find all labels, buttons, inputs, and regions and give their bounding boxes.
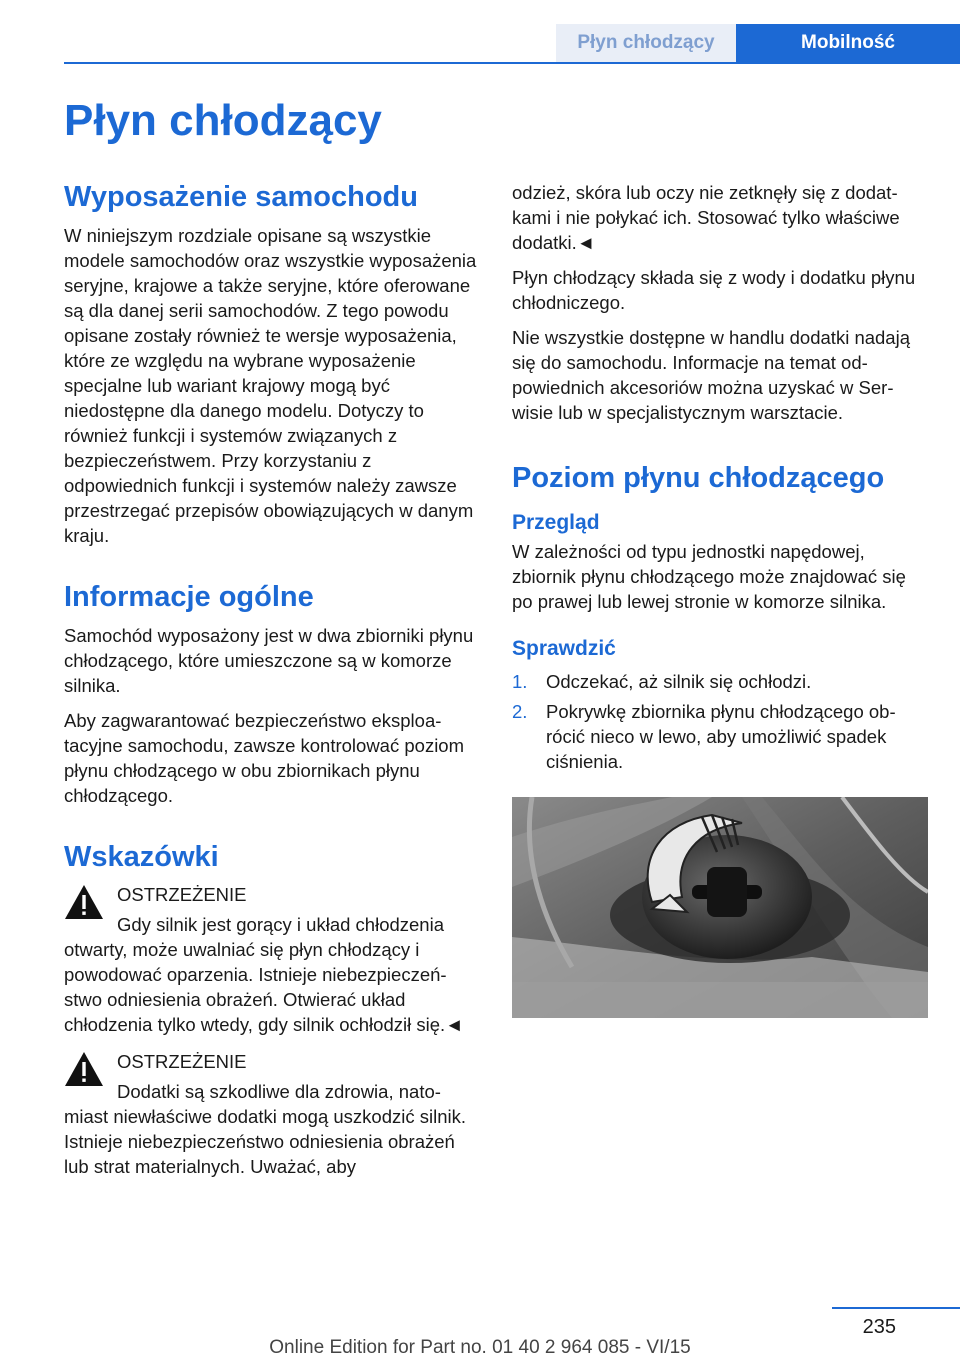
step-text: Pokrywkę zbiornika płynu chłodzącego obrócić nieco w lewo, aby umożliwić spadek ciśnienia. [546,701,896,773]
paragraph-general-info-1: Samochód wyposażony jest w dwa zbiorniki płynu chłodzącego, które umieszczone są w komorze silnika. [64,624,474,696]
paragraph-additives: Nie wszystkie dostępne w handlu dodatki nadają się do samochodu. Informacje na temat odpowiednich akcesoriów można uzyskać w Serwisie lub w specjalistycznym warsztacie. [512,327,910,423]
steps-list [512,669,928,774]
heading-coolant-level: Poziom płynu chłodzącego [512,462,885,494]
warning-text: Dodatki są szkodliwe dla zdrowia, natomiast niewłaściwe dodatki mogą uszkodzić silnik. Istnieje niebezpieczeństwo odniesienia obrażeń lub strat materialnych. Uważać, aby [64,1081,467,1178]
coolant-reservoir-photo [512,797,928,1018]
list-item [512,669,928,694]
heading-overview: Przegląd [512,510,600,534]
warning-text: Gdy silnik jest gorący i układ chłodzenia otwarty, może uwalniać się płyn chłodzący i powodować oparzenia. Istnieje niebezpieczeństwo odniesienia obrażeń. Otwierać układ chłodzenia tylko wtedy, gdy silnik ochłodził się.◄ [64,914,464,1036]
paragraph-general-info-2: Aby zagwarantować bezpieczeństwo eksploatacyjne samochodu, zawsze kontrolować poziom płynu chłodzącego w obu zbiornikach płynu chłodzącego. [64,709,464,806]
warning-label: OSTRZEŻENIE [117,1051,247,1073]
warning-label: OSTRZEŻENIE [117,884,247,906]
step-text: Odczekać, aż silnik się ochłodzi. [546,671,812,693]
warning-block-1 [64,882,478,1037]
page-title: Płyn chłodzący [64,96,382,145]
header-rule [64,62,960,64]
left-column [64,180,478,1189]
edition-footer: Online Edition for Part no. 01 40 2 964 085 - VI/15 [269,1337,691,1358]
warning-block-2 [64,1049,478,1179]
warning-icon [64,1051,104,1087]
paragraph-overview: W zależności od typu jednostki napędowej, zbiornik płynu chłodzącego może znajdować się po prawej lub lewej stronie w komorze silnika. [512,540,906,612]
heading-check: Sprawdzić [512,636,616,660]
paragraph-continued: odzież, skóra lub oczy nie zetknęły się z dodatkami i nie połykać ich. Stosować tylko właściwe dodatki.◄ [512,182,900,253]
heading-notes: Wskazówki [64,840,219,873]
paragraph-coolant-composition: Płyn chłodzący składa się z wody i dodatku płynu chłodniczego. [512,267,916,313]
right-column [512,180,928,1023]
step-number: 2. [512,701,528,723]
heading-general-info: Informacje ogólne [64,580,314,613]
section-tab: Mobilność [736,24,960,62]
warning-icon [64,884,104,920]
chapter-tab: Płyn chłodzący [556,24,736,62]
heading-vehicle-equipment: Wyposażenie samochodu [64,181,418,213]
footer-rule [832,1307,960,1309]
page-number: 235 [862,1316,896,1338]
list-item [512,699,928,774]
paragraph-vehicle-equipment: W niniejszym rozdziale opisane są wszystkie modele samochodów oraz wszystkie wyposażenia seryjne, krajowe a także seryjne, które oferowane są dla danej serii samochodów. Z tego powodu opisane zostały również te wersje wyposażenia, które ze względu na wybrane wyposażenie specjalne lub wariant krajowy mogą być niedostępne dla danego modelu. Dotyczy to również funkcji i systemów związanych z bezpieczeństwem. Przy korzystaniu z odpowiednich funkcji i systemów należy zawsze przestrzegać przepisów obowiązujących w danym kraju. [64,224,477,546]
step-number: 1. [512,671,528,693]
